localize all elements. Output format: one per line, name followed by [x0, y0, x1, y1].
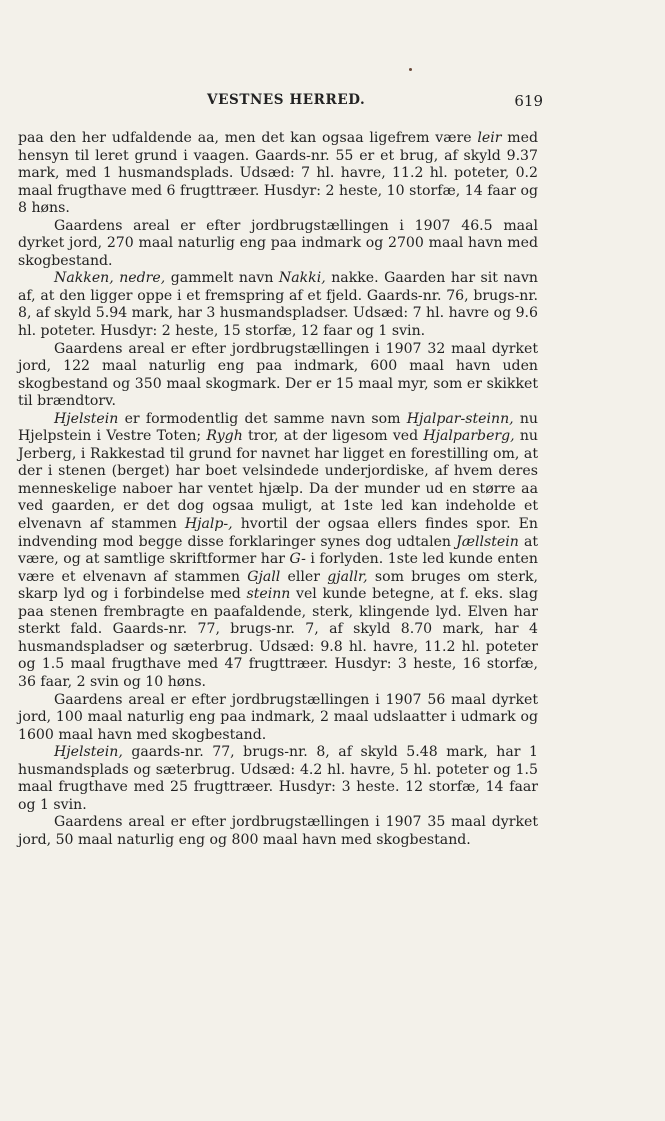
italic-name: leir: [477, 130, 502, 146]
text-run: gammelt navn: [165, 270, 279, 287]
text-run: med hensyn til leret grund i vaagen. Gaards-nr. 55 er et brug, af skyld 9.37 mark, med 1 husmandsplads. Udsæd: 7 hl. havre, 11.2 hl. poteter, 0.2 maal frugthave med 6 frugttræer. Husdyr: 2 heste, 10 storfæ, 14 faar og 8 høns.: [18, 130, 538, 217]
paragraph-4: [18, 341, 538, 411]
text-run: som bruges om sterk, skarp lyd og i forbindelse med: [18, 568, 538, 603]
text-run: eller: [280, 568, 328, 585]
text-run: gaards-nr. 77, brugs-nr. 8, af skyld 5.48 mark, har 1 husmandsplads og sæterbrug. Udsæd: 4.2 hl. havre, 5 hl. poteter og 1.5 maal frugthave med 25 frugttræer. Husdyr: 3 heste. 12 storfæ, 14 faar og 1 svin.: [18, 744, 538, 813]
text-run: vel kunde betegne, at f. eks. slag paa stenen frembragte en paafaldende, sterk, klingende lyd. Elven har sterkt fald. Gaards-nr. 77, brugs-nr. 7, af skyld 8.70 mark, har 4 husmandspladser og sæterbrug. Udsæd: 9.8 hl. havre, 11.2 hl. poteter og 1.5 maal frugthave med 47 frugttræer. Husdyr: 3 heste, 16 storfæ, 36 faar, 2 svin og 10 høns.: [18, 586, 538, 690]
paragraph-8: [18, 814, 538, 849]
text-run: paa den her udfaldende aa, men det kan ogsaa ligefrem være: [18, 130, 478, 146]
italic-name: Hjalp-,: [184, 516, 233, 533]
italic-name: Rygh: [206, 428, 243, 445]
page-number: 619: [514, 92, 543, 110]
paragraph-1: [18, 130, 538, 218]
text-run: Gaardens areal er efter jordbrugstællingen i 1907 35 maal dyrket jord, 50 maal naturlig eng og 800 maal havn med skogbestand.: [18, 814, 538, 848]
text-run: nu Jerberg, i Rakkestad til grund for navnet har ligget en forestilling om, at der i stenen (berget) har boet velsindede underjordiske, af hvem deres menneskelige naboer har ventet hjælp. Da der munder ud en større aa ved gaarden, er det dog ogsaa muligt, at 1ste led kan indeholde et elvenavn af stammen: [18, 428, 538, 533]
paragraph-5: [18, 411, 538, 692]
italic-name: gjallr,: [327, 568, 368, 585]
italic-name: Nakken, nedre,: [54, 270, 166, 287]
text-run: hvortil der ogsaa ellers findes spor. En indvending mod begge disse forklaringer synes dog udtalen: [18, 516, 538, 550]
body-text: [18, 130, 538, 849]
text-run: nakke. Gaarden har sit navn af, at den ligger oppe i et fremspring af et fjeld. Gaards-nr. 76, brugs-nr. 8, af skyld 5.94 mark, har 3 husmandspladser. Udsæd: 7 hl. havre og 9.6 hl. poteter. Husdyr: 2 heste, 15 storfæ, 12 faar og 1 svin.: [18, 270, 538, 340]
italic-name: Hjalparberg,: [423, 428, 515, 445]
italic-name: Hjelstein,: [54, 744, 123, 761]
italic-name: Hjalpar-steinn,: [406, 410, 514, 427]
italic-name: Jællstein: [456, 533, 519, 550]
text-run: i forlyden. 1ste led kunde enten være et elvenavn af stammen: [18, 551, 538, 585]
text-run: Gaardens areal er efter jordbrugstællingen i 1907 46.5 maal dyrket jord, 270 maal naturlig eng paa indmark og 2700 maal havn med skogbestand.: [18, 217, 538, 269]
italic-name: Hjelstein: [54, 410, 119, 427]
italic-name: steinn: [246, 586, 291, 603]
text-run: er formodentlig det samme navn som: [118, 410, 407, 427]
paragraph-2: [18, 218, 538, 271]
text-run: tror, at der ligesom ved: [242, 428, 424, 445]
text-run: at være, og at samtlige skriftformer har: [18, 533, 539, 568]
italic-name: G-: [289, 551, 306, 568]
italic-name: Gjall: [247, 568, 281, 585]
paragraph-7: [18, 744, 538, 814]
page-header: [0, 90, 665, 114]
print-speck: [409, 68, 412, 71]
text-run: Gaardens areal er efter jordbrugstællingen i 1907 56 maal dyrket jord, 100 maal naturlig eng paa indmark, 2 maal udslaatter i udmark og 1600 maal havn med skogbestand.: [18, 691, 538, 743]
running-title: VESTNES HERRED.: [207, 92, 366, 108]
text-run: Gaardens areal er efter jordbrugstællingen i 1907 32 maal dyrket jord, 122 maal naturlig eng paa indmark, 600 maal havn uden skogbestand og 350 maal skogmark. Der er 15 maal myr, som er skikket til brændtorv.: [18, 340, 538, 410]
italic-name: Nakki,: [278, 270, 326, 287]
paragraph-3: [18, 270, 538, 340]
paragraph-6: [18, 692, 538, 745]
text-run: nu Hjelpstein i Vestre Toten;: [18, 410, 539, 445]
